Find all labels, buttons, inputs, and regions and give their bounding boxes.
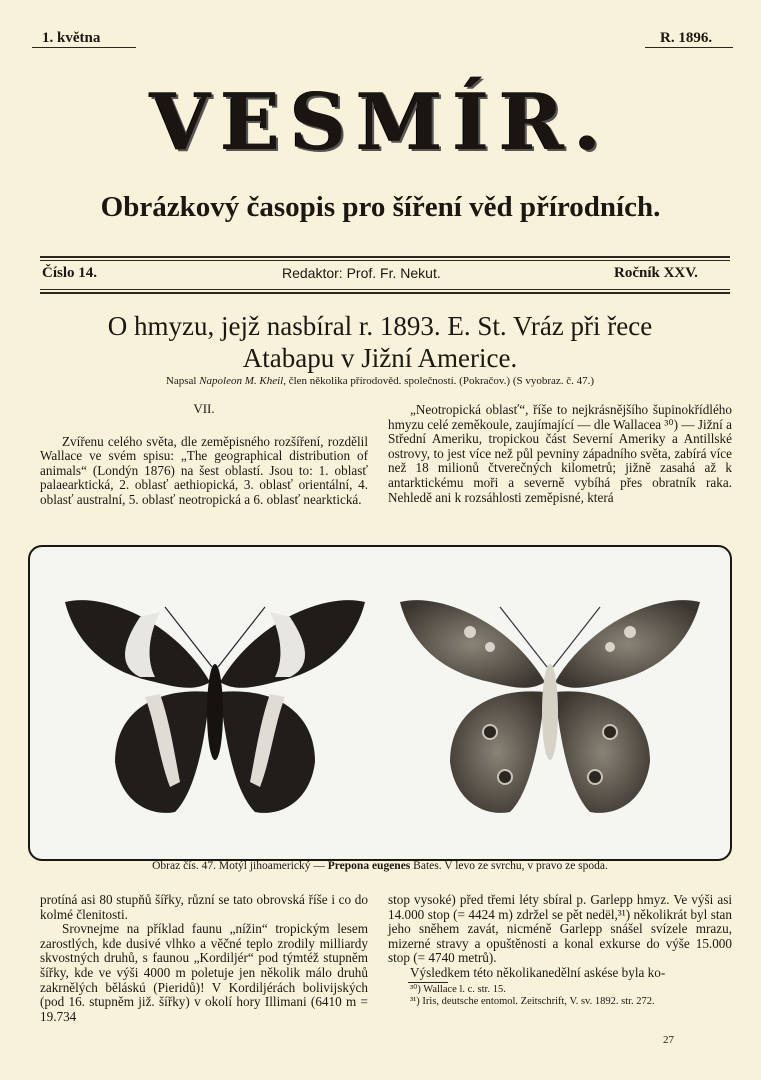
byline xyxy=(100,375,660,387)
year-underline xyxy=(645,47,733,48)
right-column-upper xyxy=(388,403,732,505)
article-title-line1: O hmyzu, jejž nasbíral r. 1893. E. St. Vráz při řece xyxy=(107,311,653,341)
article-title-line2: Atabapu v Jižní Americe. xyxy=(242,343,518,373)
lower-right-paragraph-2: Výsledkem této několikanedělní askése byla ko- xyxy=(410,964,666,980)
right-column-lower xyxy=(388,893,732,1008)
footnote-30: ³⁰) Wallace l. c. str. 15. xyxy=(410,983,506,995)
date-underline xyxy=(32,47,136,48)
caption-suffix: Bates. V levo ze svrchu, v pravo ze spoda. xyxy=(410,860,608,872)
byline-author: Napoleon M. Kheil, xyxy=(199,375,286,387)
footnote-31: ³¹) Iris, deutsche entomol. Zeitschrift, V. sv. 1892. str. 272. xyxy=(410,995,655,1007)
left-column-lower xyxy=(40,893,368,1024)
issue-date: 1. května xyxy=(42,30,101,46)
volume-number: Ročník XXV. xyxy=(614,265,698,281)
byline-suffix: člen několika přírodověd. společností. (Pokračov.) (S vyobraz. č. 47.) xyxy=(285,375,595,387)
section-number: VII. xyxy=(193,401,215,416)
masthead-subtitle: Obrázkový časopis pro šíření věd přírodních. xyxy=(100,191,661,223)
butterfly-illustration xyxy=(30,547,730,859)
editor-line: Redaktor: Prof. Fr. Nekut. xyxy=(282,265,441,281)
page-number: 27 xyxy=(663,1034,674,1046)
issue-year: R. 1896. xyxy=(660,30,713,46)
lower-left-paragraph-2: Srovnejme na příklad faunu „nížin“ tropickým lesem zarostlých, kde dusivé vlhko a věčné teplo zrodily milliardy skvostných druhů, s faunou „Kordiljér“ pod týmtéž stupněm šířky, kde ve výši 4000 m poletuje jen několik málo druhů zakrnělých běláskú (Pieridů)! V Kordiljérách bolivijských (pod 16. stupněm již. šířky) v okolí hory Illimani (6410 m = 19.734 xyxy=(40,921,368,1024)
butterfly-upperside-image xyxy=(65,600,365,813)
rule-bottom-thin xyxy=(40,289,730,290)
article-title xyxy=(40,310,720,374)
lower-right-paragraph-1: stop vysoké) před třemi léty sbíral p. Garlepp hmyz. Ve výši asi 14.000 stop (= 4424 m) zdržel se pět nedël,³¹) několikrát byl stan jeho sněhem zavát, nicméně Garlepp snášel svízele mrazu, mizerné stravy a opuštěnosti a konal exkurse do výše 15.000 stop (= 4740 metrů). xyxy=(388,892,732,966)
figure-caption xyxy=(30,860,730,872)
right-paragraph-1: „Neotropická oblasť“, říše to nejkrásnějšího šupinokřídlého hmyzu celé zeměkoule, zaujímající — dle Wallacea ³⁰) — Jižní a Střední Ameriku, tropickou část Severní Ameriky a Antillské ostrovy, to jest více než půl pevniny západního světa, zabírá více než 18 milionů čtverečných kilometrů; jižně zasahá až k antarktickému moři a severně vybíhá přes obratník raka. Nehledě ani k rozsáhlosti zeměpisné, která xyxy=(388,402,732,505)
byline-prefix: Napsal xyxy=(165,375,200,387)
masthead-title: VESMÍR. xyxy=(149,77,612,168)
lower-left-paragraph-1: protíná asi 80 stupňů šířky, různí se tato obrovská říše i co do kolmé členitosti. xyxy=(40,892,368,922)
butterfly-figure xyxy=(28,545,732,861)
rule-bottom xyxy=(40,292,730,294)
caption-prefix: Obraz čís. 47. Motýl jihoamerický — xyxy=(152,860,328,872)
butterfly-underside-image xyxy=(400,600,700,813)
issue-number: Číslo 14. xyxy=(42,265,98,281)
left-column-upper xyxy=(40,402,368,508)
footnote-rule xyxy=(408,982,448,983)
rule-top-thin xyxy=(40,260,730,261)
rule-top xyxy=(40,256,730,258)
caption-species: Prepona eugenes xyxy=(327,860,411,872)
left-paragraph-1: Zvířenu celého světa, dle zeměpisného rozšíření, rozdělil Wallace ve svém spisu: „The geographical distribution of animals“ (Londýn 1876) na šest oblastí. Jsou to: 1. oblasť palaearktická, 2. oblasť aethiopická, 3. oblasť orientální, 4. oblasť australní, 5. oblasť neotropická a 6. oblasť nearktická. xyxy=(40,433,368,507)
